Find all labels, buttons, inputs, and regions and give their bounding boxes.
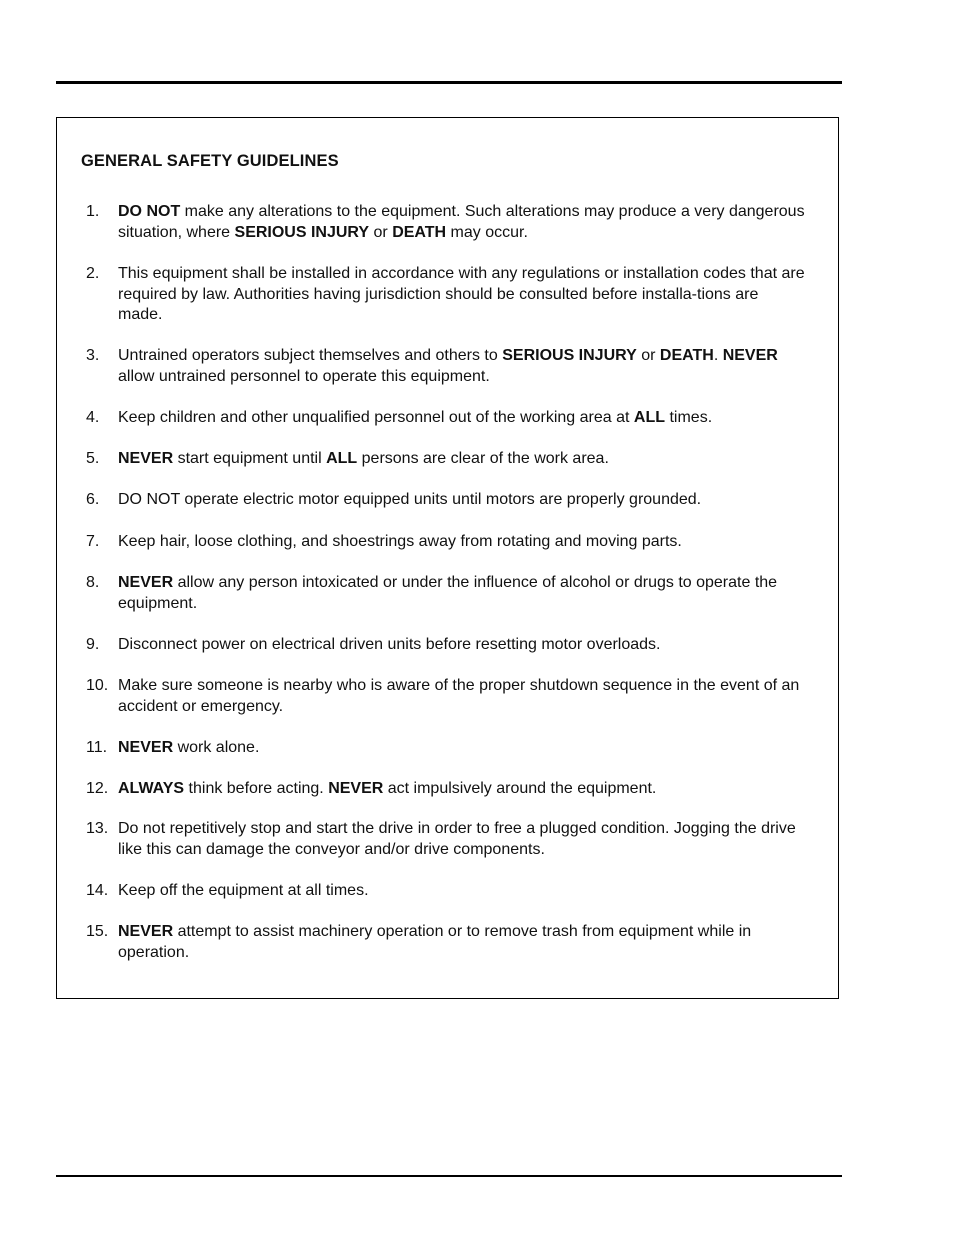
item-text: [118, 202, 806, 243]
guideline-item: [86, 676, 806, 717]
item-text: [118, 881, 806, 902]
item-text: [118, 449, 806, 470]
item-number: 8.: [86, 574, 100, 591]
emphasis-text: ALWAYS: [118, 780, 185, 797]
emphasis-text: SERIOUS INJURY: [234, 223, 370, 241]
guideline-item: [86, 779, 806, 800]
item-number: 10.: [86, 677, 109, 694]
body-text: DO NOT operate electric motor equipped units until motors are properly grounded.: [118, 491, 702, 508]
guideline-item: [86, 881, 806, 902]
body-text: Keep children and other unqualified personnel out of the working area at: [118, 409, 634, 426]
item-text: [118, 922, 806, 963]
guideline-item: [86, 449, 806, 470]
emphasis-text: SERIOUS INJURY: [502, 347, 637, 364]
item-number: 4.: [86, 409, 100, 426]
emphasis-text: NEVER: [722, 347, 778, 364]
item-text: [118, 676, 806, 717]
guideline-item: [86, 490, 806, 511]
guideline-item: [86, 635, 806, 656]
body-text: Do not repetitively stop and start the drive in order to free a plugged condition. Jogging the drive like this can damage the conveyor and/or drive components.: [118, 820, 796, 858]
body-text: make any alterations to the equipment. Such alterations may produce a very dangerous situation, where: [118, 203, 805, 241]
item-number: 13.: [86, 820, 109, 837]
body-text: attempt to assist machinery operation or to remove trash from equipment while in operation.: [118, 923, 752, 961]
emphasis-text: ALL: [326, 450, 358, 467]
guideline-item: [86, 573, 806, 614]
emphasis-text: NEVER: [118, 923, 174, 940]
body-text: allow any person intoxicated or under the influence of alcohol or drugs to operate the equipment.: [118, 574, 778, 612]
item-text: [118, 346, 806, 387]
item-number: 12.: [86, 780, 109, 797]
item-text: [118, 532, 806, 553]
body-text: act impulsively around the equipment.: [383, 780, 657, 797]
section-heading: GENERAL SAFETY GUIDELINES: [81, 152, 339, 170]
body-text: persons are clear of the work area.: [357, 450, 609, 467]
emphasis-text: ALL: [633, 409, 666, 426]
emphasis-text: DEATH: [659, 347, 714, 364]
body-text: think before acting.: [184, 780, 329, 797]
item-number: 14.: [86, 882, 109, 899]
guideline-item: [86, 819, 806, 860]
item-number: 6.: [86, 491, 100, 508]
item-text: [118, 408, 806, 429]
body-text: may occur.: [446, 223, 528, 241]
item-text: [118, 264, 806, 326]
guideline-item: [86, 346, 806, 387]
body-text: This equipment shall be installed in accordance with any regulations or installation codes that are required by law. Authorities having jurisdiction should be consulted before installa-tions are made.: [118, 265, 805, 323]
item-text: [118, 573, 806, 614]
body-text: work alone.: [173, 739, 260, 756]
item-number: 3.: [86, 347, 100, 364]
body-text: start equipment until: [173, 450, 327, 467]
body-text: or: [636, 347, 660, 364]
body-text: Untrained operators subject themselves and others to: [118, 347, 503, 364]
body-text: allow untrained personnel to operate this equipment.: [118, 367, 490, 385]
item-text: [118, 738, 806, 759]
item-number: 11.: [86, 739, 108, 756]
item-number: 7.: [86, 533, 100, 550]
item-text: [118, 779, 806, 800]
body-text: Keep hair, loose clothing, and shoestrings away from rotating and moving parts.: [118, 533, 682, 550]
item-number: 5.: [86, 450, 100, 467]
body-text: or: [369, 223, 393, 241]
emphasis-text: NEVER: [118, 739, 174, 756]
bottom-rule: [56, 1175, 842, 1177]
body-text: Keep off the equipment at all times.: [118, 882, 369, 899]
emphasis-text: DEATH: [392, 223, 447, 241]
item-text: [118, 819, 806, 860]
emphasis-text: NEVER: [118, 450, 174, 467]
emphasis-text: NEVER: [118, 574, 174, 591]
guideline-item: [86, 738, 806, 759]
top-rule: [56, 81, 842, 84]
item-text: [118, 635, 806, 656]
item-number: 2.: [86, 265, 100, 282]
safety-guidelines-box: [56, 117, 839, 999]
guideline-item: [86, 202, 806, 243]
guideline-item: [86, 532, 806, 553]
guideline-item: [86, 408, 806, 429]
body-text: Make sure someone is nearby who is aware of the proper shutdown sequence in the event of an accident or emergency.: [118, 677, 800, 715]
guideline-item: [86, 264, 806, 326]
item-number: 9.: [86, 636, 100, 653]
item-number: 15.: [86, 923, 109, 940]
item-number: 1.: [86, 203, 100, 220]
body-text: times.: [665, 409, 713, 426]
body-text: .: [713, 347, 723, 364]
emphasis-text: DO NOT: [118, 203, 181, 220]
body-text: Disconnect power on electrical driven units before resetting motor overloads.: [118, 636, 661, 653]
emphasis-text: NEVER: [328, 780, 384, 797]
item-text: [118, 490, 806, 511]
guideline-item: [86, 922, 806, 963]
